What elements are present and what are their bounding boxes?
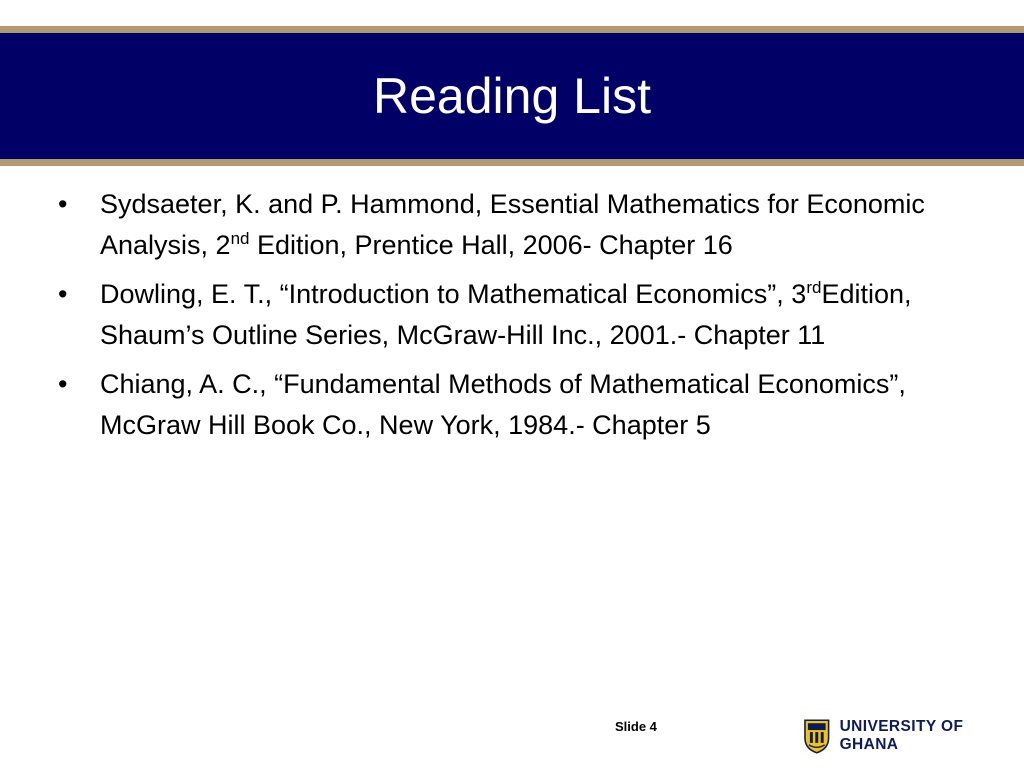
reference-text: Sydsaeter, K. and P. Hammond, Essential Mathematics for Economic Analysis, 2 [100,189,925,260]
university-name: UNIVERSITY OF GHANA [839,718,964,753]
slide-number: Slide 4 [615,719,657,734]
slide-title: Reading List [373,68,651,124]
reference-text: Chiang, A. C., “Fundamental Methods of Mathematical Economics”, McGraw Hill Book Co., New York, 1984.- Chapter 5 [100,369,906,440]
university-logo [803,716,1024,756]
bullet-icon: • [58,369,68,399]
title-bar [0,26,1024,166]
ordinal-suffix: nd [230,229,250,248]
bullet-icon: • [58,189,68,219]
reading-list [56,184,976,454]
ordinal-suffix: rd [806,278,822,297]
reference-text: Dowling, E. T., “Introduction to Mathematical Economics”, 3 [100,279,807,309]
reference-text-cont: Edition, Shaum’s Outline Series, McGraw-Hill Inc., 2001.- Chapter 11 [100,279,912,350]
university-crest-icon [803,718,831,754]
reference-text-cont: Edition, Prentice Hall, 2006- Chapter 16 [249,230,733,260]
reading-list-item [56,274,976,356]
bullet-icon: • [58,279,68,309]
reading-list-item [56,364,976,446]
reading-list-item [56,184,976,266]
